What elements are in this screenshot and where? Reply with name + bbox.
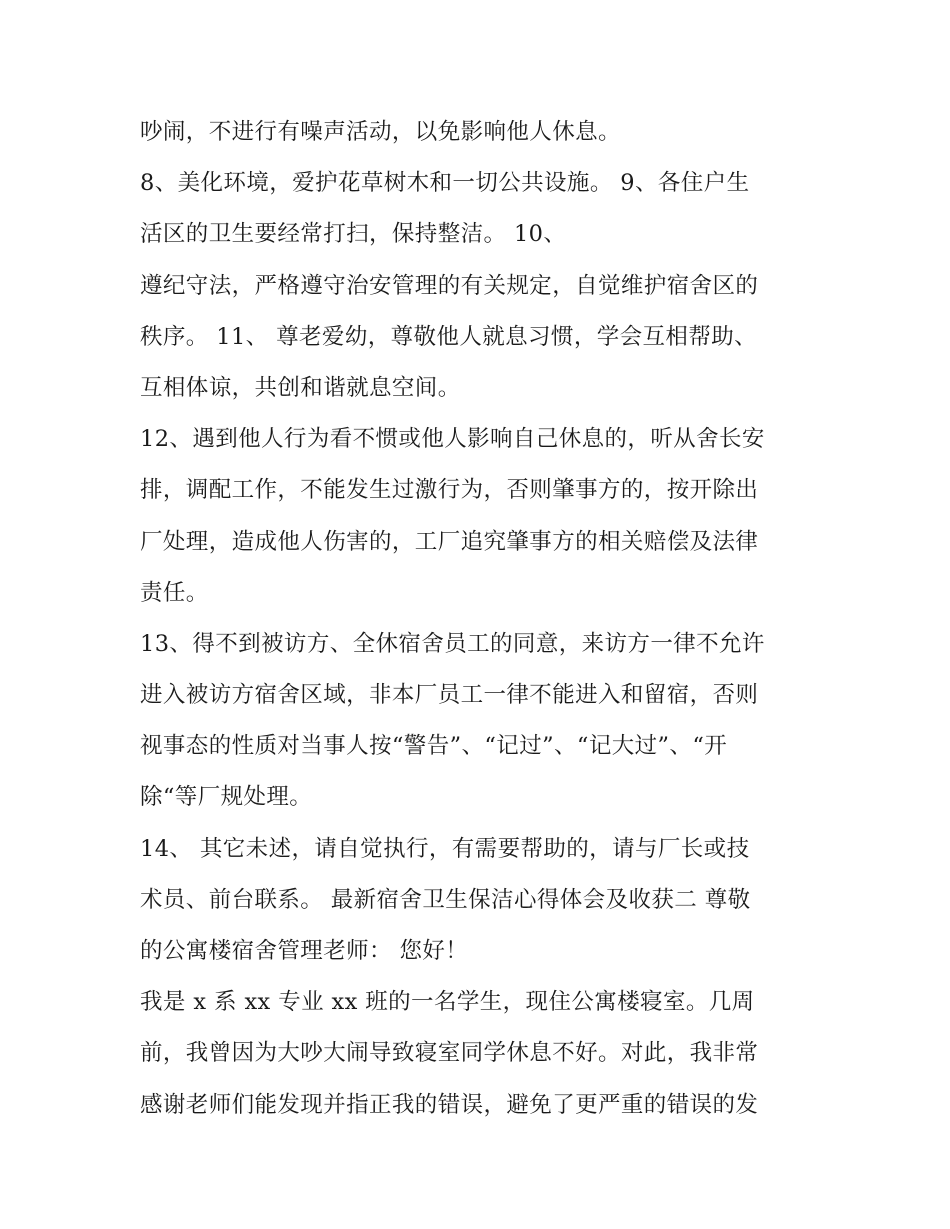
text-line: 的公寓楼宿舍管理老师： 您好！: [140, 938, 469, 964]
text-line: 除“等厂规处理。: [140, 784, 313, 811]
text-line: 术员、前台联系。 最新宿舍卫生保洁心得体会及收获二 尊敬: [140, 886, 751, 913]
text-line: 互相体谅，共创和谐就息空间。: [140, 374, 461, 401]
text-line: 12、遇到他人行为看不惯或他人影响自己休息的，听从舍长安: [140, 426, 765, 453]
text-line: 13、得不到被访方、全休宿舍员工的同意，来访方一律不允许: [140, 630, 765, 657]
text-line: 吵闹，不进行有噪声活动，以免影响他人休息。: [140, 119, 621, 145]
text-line: 活区的卫生要经常打扫，保持整洁。 10、: [140, 221, 567, 248]
text-line: 排，调配工作，不能发生过激行为，否则肇事方的，按开除出: [140, 477, 759, 504]
text-line: 14、 其它未述，请自觉执行，有需要帮助的，请与厂长或技: [140, 835, 750, 862]
text-line: 我是 x 系 xx 专业 xx 班的一名学生，现住公寓楼寝室。几周: [140, 989, 755, 1016]
text-line: 前，我曾因为大吵大闹导致寝室同学休息不好。对此，我非常: [140, 1040, 759, 1067]
text-line: 厂处理，造成他人伤害的，工厂追究肇事方的相关赔偿及法律: [140, 528, 759, 555]
text-line: 视事态的性质对当事人按“警告”、“记过”、“记大过”、“开: [140, 733, 728, 760]
text-line: 责任。: [140, 579, 209, 606]
text-line: 8、美化环境，爱护花草树木和一切公共设施。 9、各住户生: [140, 170, 750, 197]
text-line: 秩序。 11、 尊老爱幼，尊敬他人就息习惯，学会互相帮助、: [140, 323, 758, 350]
text-line: 进入被访方宿舍区域，非本厂员工一律不能进入和留宿，否则: [140, 682, 759, 709]
text-line: 遵纪守法，严格遵守治安管理的有关规定，自觉维护宿舍区的: [140, 272, 759, 299]
text-line: 感谢老师们能发现并指正我的错误，避免了更严重的错误的发: [140, 1091, 759, 1118]
document-body: [140, 107, 820, 1131]
